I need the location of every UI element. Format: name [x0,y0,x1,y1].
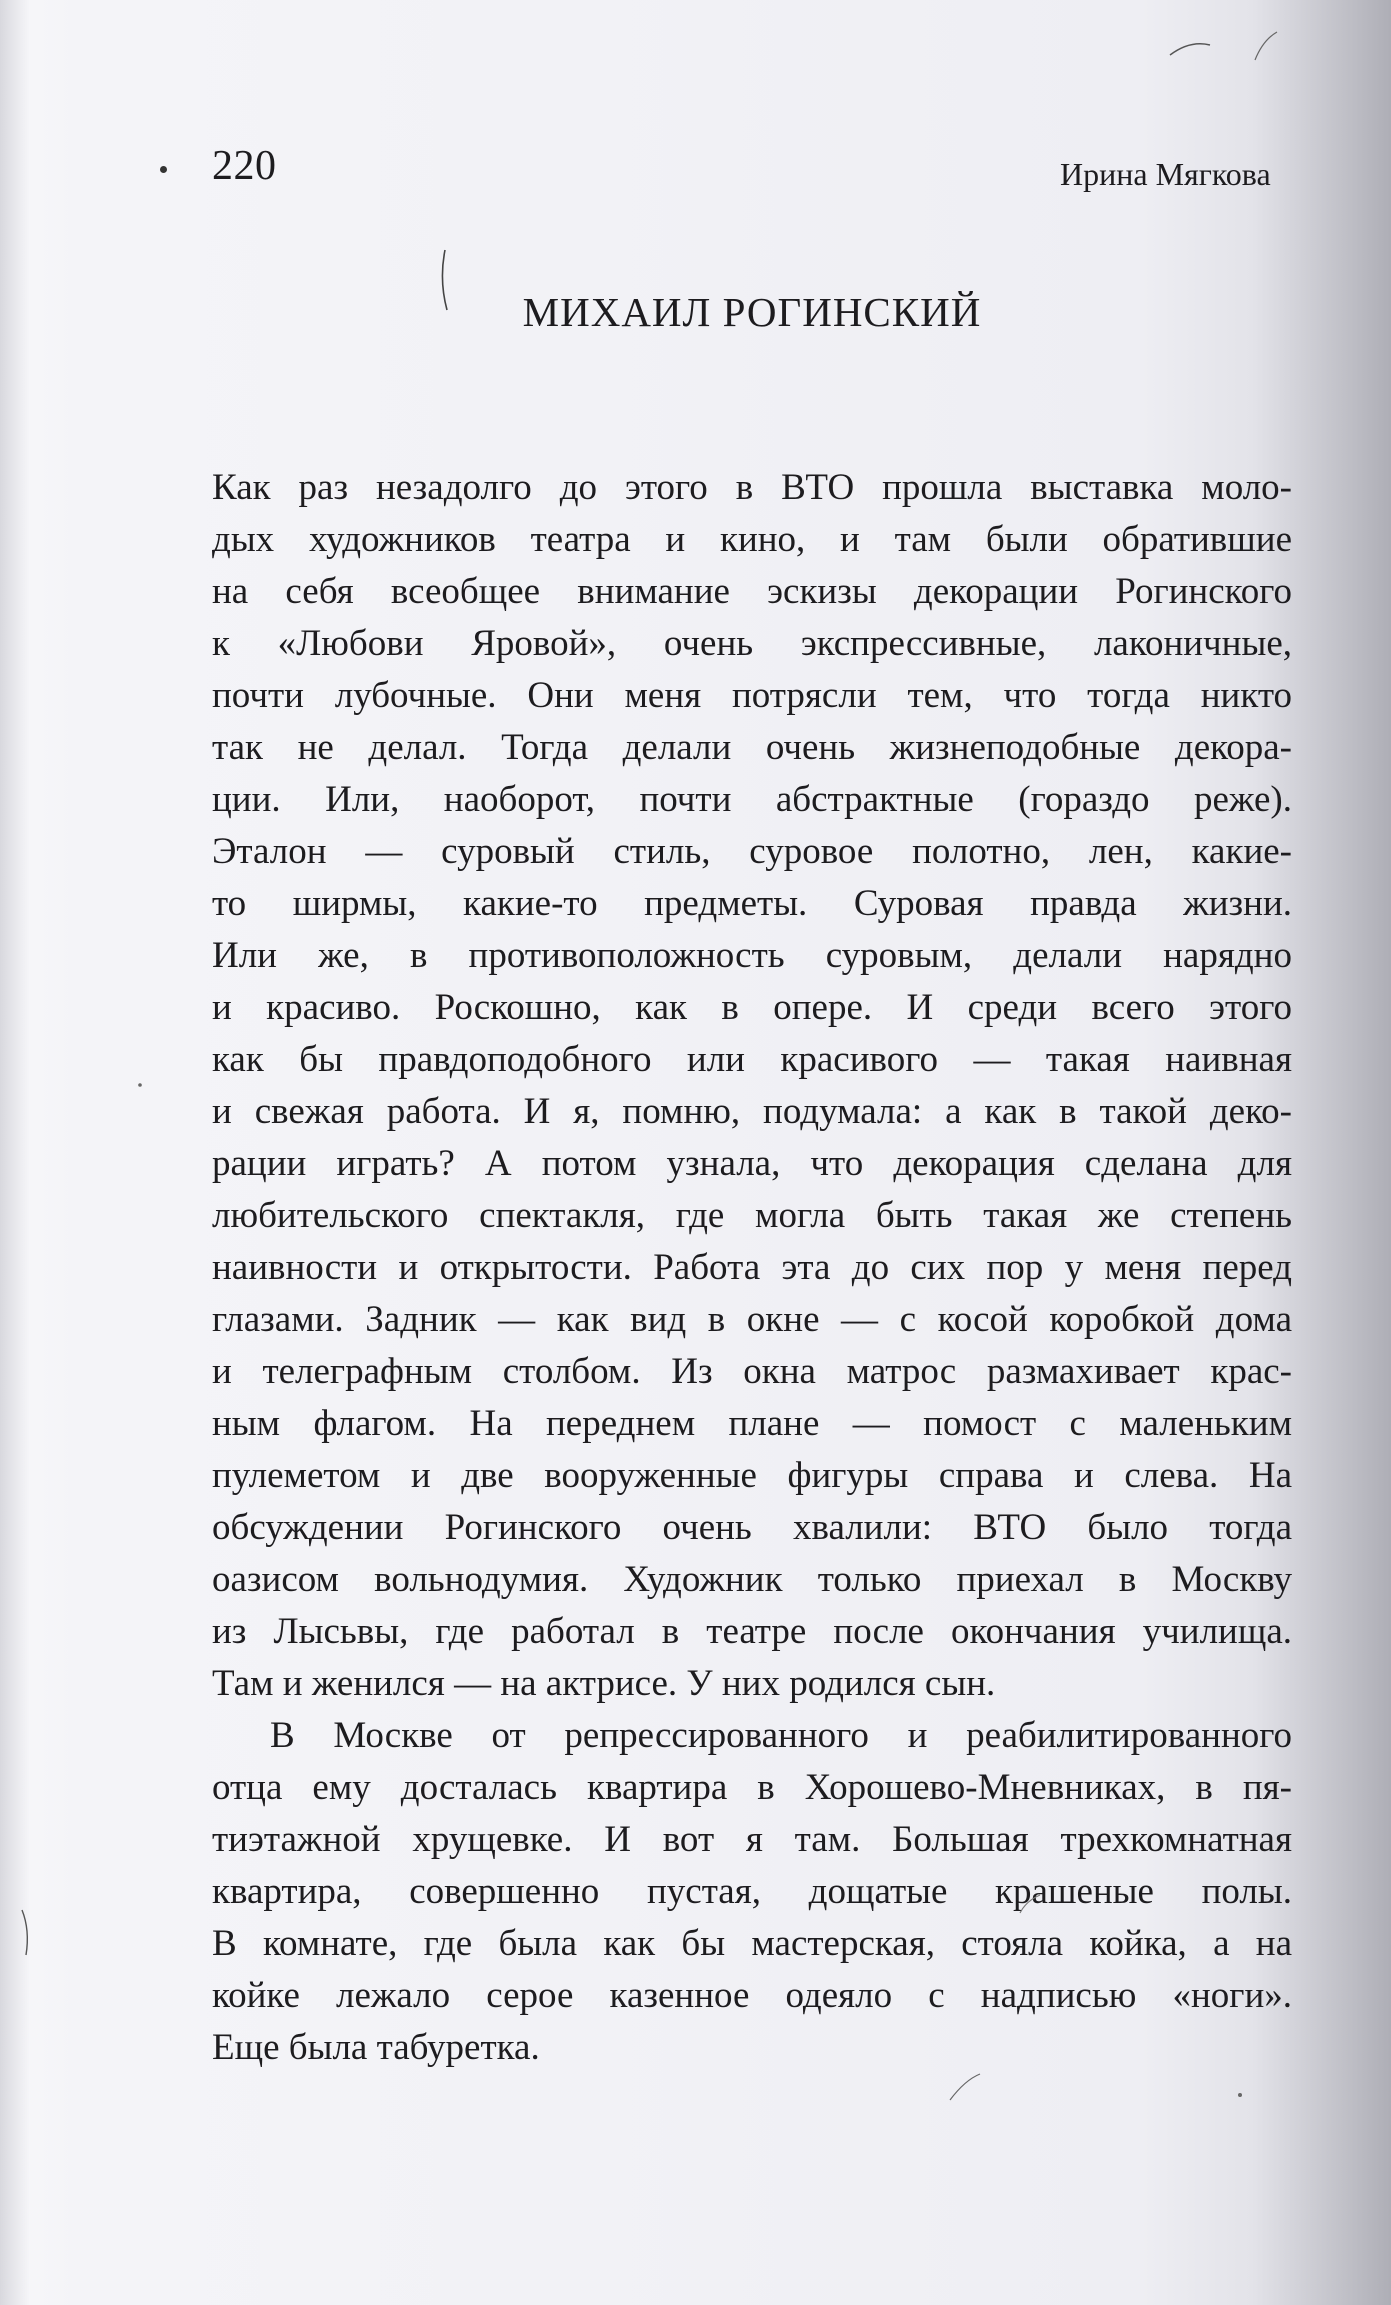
chapter-title: МИХАИЛ РОГИНСКИЙ [522,289,982,335]
text-line: любительского спектакля, где могла быть такая же степень [212,1195,1292,1236]
text-line: и свежая работа. И я, помню, подумала: а как в такой деко- [212,1091,1292,1132]
text-line: дых художников театра и кино, и там были обратившие [212,519,1292,560]
text-line: как бы правдоподобного или красивого — такая наивная [212,1039,1292,1080]
text-line: ции. Или, наоборот, почти абстрактные (гораздо реже). [212,779,1292,820]
text-line: квартира, совершенно пустая, дощатые крашеные полы. [212,1871,1292,1912]
text-line: наивности и открытости. Работа эта до сих пор у меня перед [212,1247,1292,1288]
text-line: Как раз незадолго до этого в ВТО прошла выставка моло- [212,467,1292,508]
text-line: Или же, в противоположность суровым, делали нарядно [212,935,1292,976]
text-line: так не делал. Тогда делали очень жизнеподобные декора- [212,727,1292,768]
body-text [212,462,1292,2074]
text-line: к «Любови Яровой», очень экспрессивные, лаконичные, [212,623,1292,664]
text-line: и телеграфным столбом. Из окна матрос размахивает крас- [212,1351,1292,1392]
text-line: Там и женился — на актрисе. У них родился сын. [212,1663,996,1704]
text-line: отца ему досталась квартира в Хорошево-Мневниках, в пя- [212,1767,1292,1808]
text-line: и красиво. Роскошно, как в опере. И среди всего этого [212,987,1292,1028]
text-line: В комнате, где была как бы мастерская, стояла койка, а на [212,1923,1292,1964]
text-line: тиэтажной хрущевке. И вот я там. Большая трехкомнатная [212,1819,1292,1860]
text-line: почти лубочные. Они меня потрясли тем, что тогда никто [212,675,1292,716]
text-line: пулеметом и две вооруженные фигуры справа и слева. На [212,1455,1292,1496]
text-line: обсуждении Рогинского очень хвалили: ВТО было тогда [212,1507,1292,1548]
text-line: из Лысьвы, где работал в театре после окончания училища. [212,1611,1292,1652]
text-line: глазами. Задник — как вид в окне — с косой коробкой дома [212,1299,1292,1340]
running-header-author: Ирина Мягкова [1060,156,1271,192]
text-line: на себя всеобщее внимание эскизы декорации Рогинского [212,571,1292,612]
text-line: Эталон — суровый стиль, суровое полотно, лен, какие- [212,831,1292,872]
text-line: Еще была табуретка. [212,2027,540,2068]
text-line: койке лежало серое казенное одеяло с надписью «ноги». [212,1975,1292,2016]
text-line-paragraph-start: В Москве от репрессированного и реабилитированного [270,1715,1292,1756]
ink-dot [160,166,167,173]
text-line: то ширмы, какие-то предметы. Суровая правда жизни. [212,883,1292,924]
page-number: 220 [212,143,277,189]
text-line: рации играть? А потом узнала, что декорация сделана для [212,1143,1292,1184]
text-line: оазисом вольнодумия. Художник только приехал в Москву [212,1559,1292,1600]
text-line: ным флагом. На переднем плане — помост с маленьким [212,1403,1292,1444]
